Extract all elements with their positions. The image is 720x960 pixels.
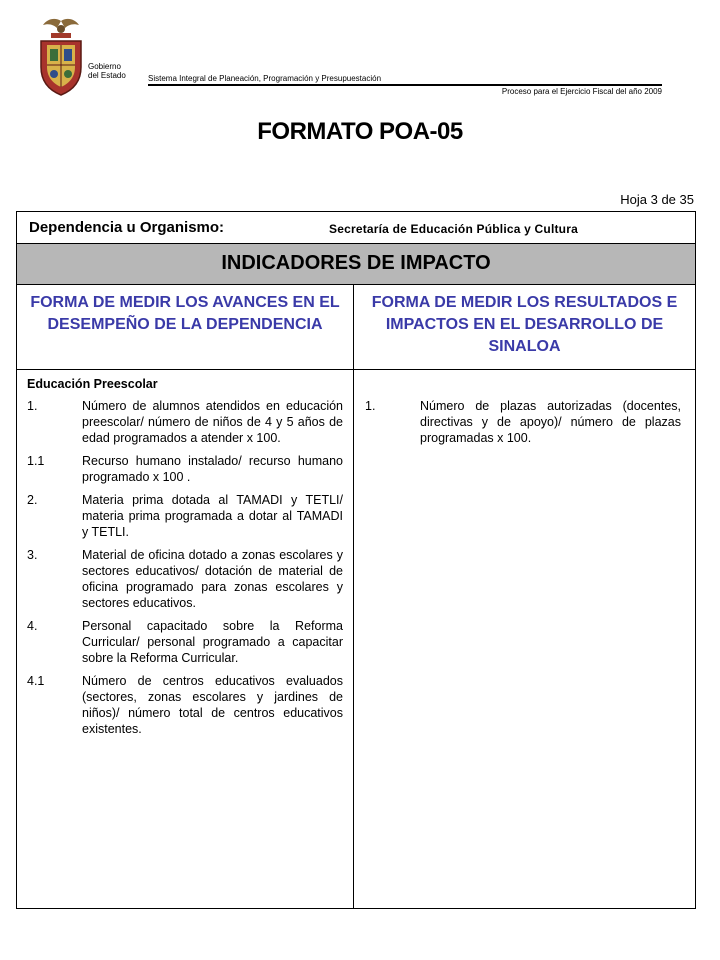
item-text: Número de alumnos atendidos en educación preescolar/ número de niños de 4 y 5 años de edad programados a atender x 100. (82, 399, 343, 445)
left-section-title: Educación Preescolar (27, 377, 158, 391)
left-column-content (27, 376, 343, 744)
column-header-left-text: FORMA DE MEDIR LOS AVANCES EN EL DESEMPEÑO DE LA DEPENDENCIA (30, 294, 340, 333)
gobierno-line1: Gobierno (88, 62, 121, 71)
sistema-label: Sistema Integral de Planeación, Programación y Presupuestación (148, 74, 382, 83)
list-item (27, 492, 343, 540)
column-divider (353, 369, 354, 908)
list-item (27, 618, 343, 666)
proceso-label: Proceso para el Ejercicio Fiscal del año 2009 (501, 87, 662, 96)
item-number: 2. (27, 493, 38, 507)
section-band (17, 244, 695, 285)
item-text: Personal capacitado sobre la Reforma Curricular/ personal programado a capacitar sobre la Reforma Curricular. (82, 619, 343, 665)
item-text: Número de plazas autorizadas (docentes, directivas y de apoyo)/ número de plazas programadas x 100. (420, 399, 681, 445)
state-seal-logo (36, 17, 86, 97)
item-text: Número de centros educativos evaluados (sectores, zonas escolares y jardines de niños)/ número total de centros educativos existentes. (82, 674, 343, 736)
item-number: 1.1 (27, 454, 45, 468)
list-item (27, 673, 343, 737)
list-item (365, 398, 681, 446)
column-header-left (17, 285, 354, 370)
gobierno-line2: del Estado (88, 71, 126, 80)
item-number: 3. (27, 548, 38, 562)
item-text: Material de oficina dotado a zonas escolares y sectores educativos/ dotación de material de oficina programado para zonas escolares y sectores educativos. (82, 548, 343, 610)
gobierno-label (88, 62, 126, 80)
list-item (27, 453, 343, 485)
item-text: Recurso humano instalado/ recurso humano programado x 100 . (82, 454, 343, 484)
item-number: 4. (27, 619, 38, 633)
list-item (27, 398, 343, 446)
item-number: 4.1 (27, 674, 45, 688)
column-header-right (354, 285, 695, 370)
item-text: Materia prima dotada al TAMADI y TETLI/ materia prima programada a dotar al TAMADI y TETLI. (82, 493, 343, 539)
header-divider (148, 84, 662, 86)
list-item (27, 547, 343, 611)
page-number: Hoja 3 de 35 (620, 192, 694, 207)
page-title: FORMATO POA-05 (257, 118, 463, 145)
right-column-content (365, 398, 681, 453)
item-number: 1. (27, 399, 38, 413)
section-title: INDICADORES DE IMPACTO (221, 252, 491, 274)
dependencia-row (17, 212, 695, 244)
item-number: 1. (365, 399, 376, 413)
dependencia-label: Dependencia u Organismo: (29, 219, 225, 236)
column-header-right-text: FORMA DE MEDIR LOS RESULTADOS E IMPACTOS EN EL DESARROLLO DE SINALOA (371, 294, 678, 355)
form-table (16, 211, 696, 909)
dependencia-value: Secretaría de Educación Pública y Cultura (329, 222, 578, 236)
